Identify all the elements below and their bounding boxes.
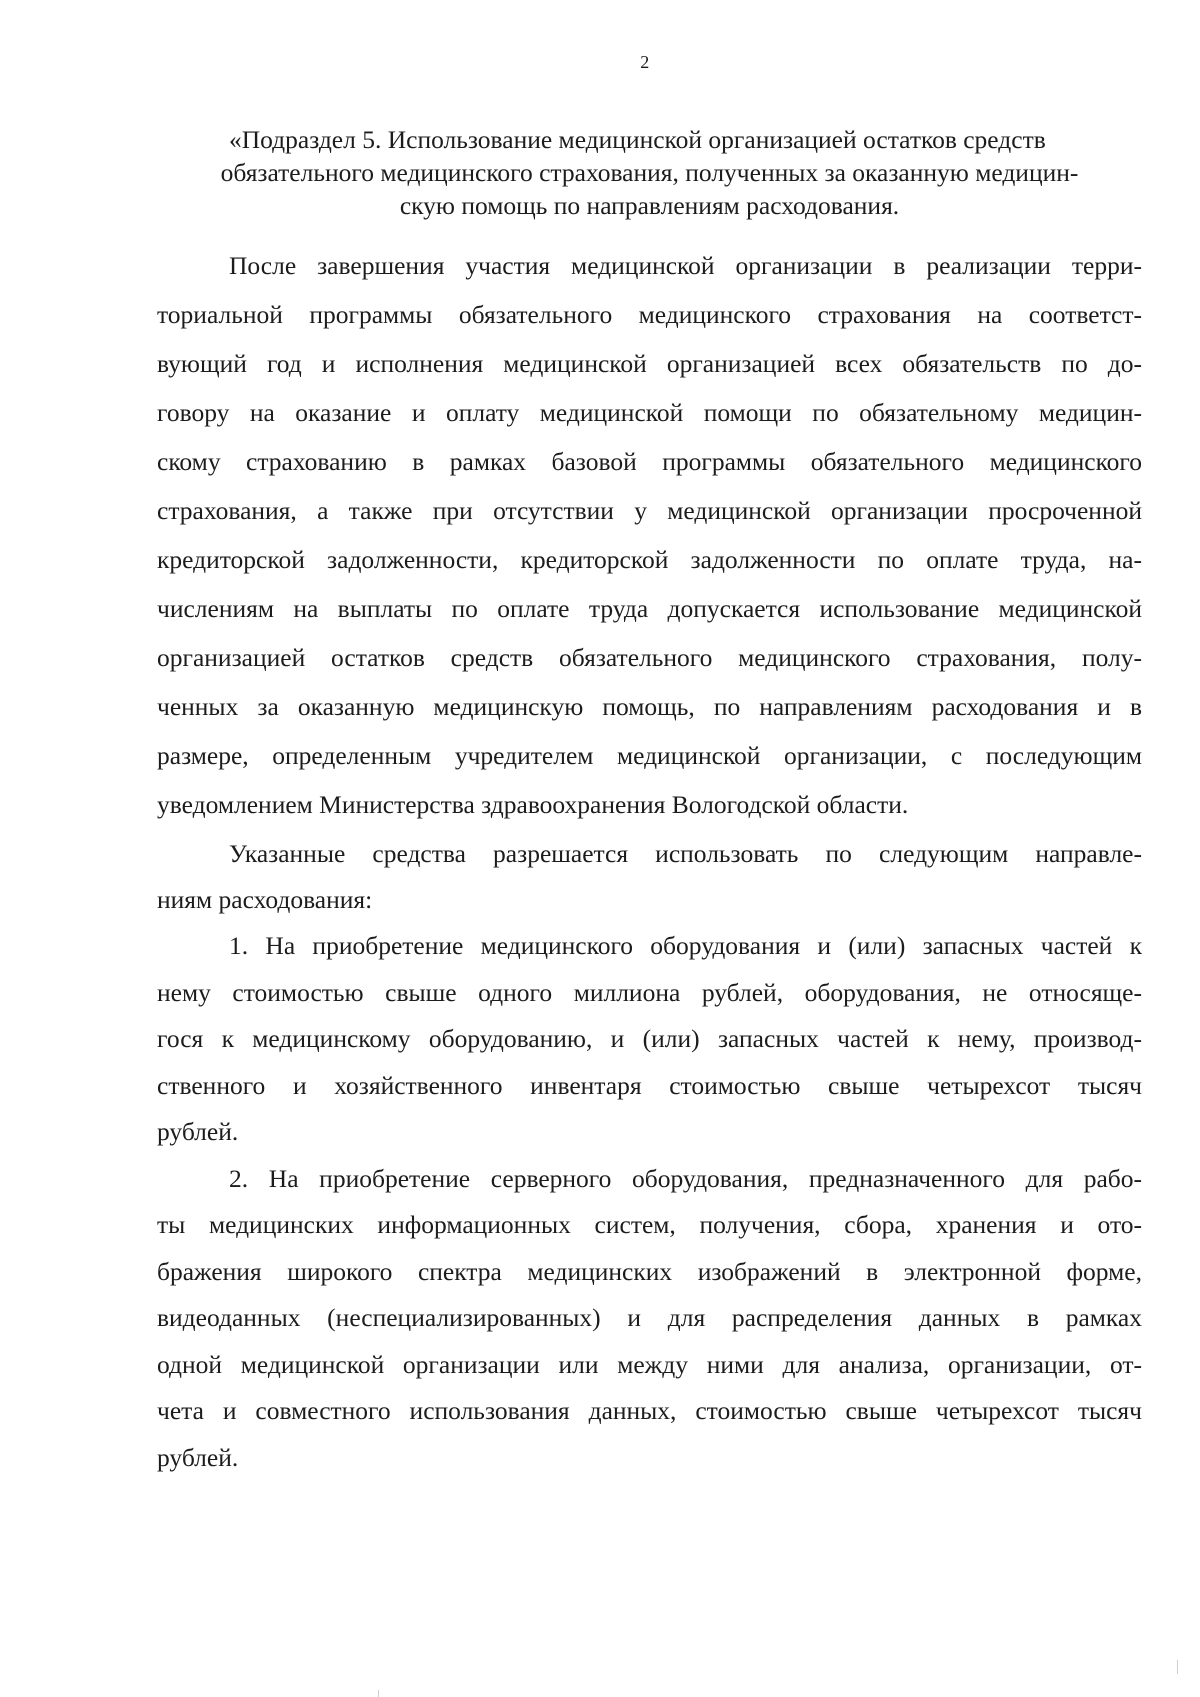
paragraph-line: 2. На приобретение серверного оборудования, предназначенного для рабо- xyxy=(229,1163,1142,1193)
paragraph-line: видеоданных (неспециализированных) и для распределения данных в рамках xyxy=(157,1303,1142,1332)
paragraph-item-1 xyxy=(157,933,1142,1166)
paragraph-line: ты медицинских информационных систем, получения, сбора, хранения и ото- xyxy=(157,1210,1142,1239)
paragraph-line: нему стоимостью свыше одного миллиона рублей, оборудования, не относяще- xyxy=(157,977,1142,1007)
scan-artifact-mark xyxy=(1177,1660,1178,1674)
scan-artifact-mark xyxy=(378,1690,379,1697)
paragraph-line: рублей. xyxy=(157,1442,239,1472)
paragraph-line: уведомлением Министерства здравоохранения Вологодской области. xyxy=(157,790,909,819)
paragraph-line: чета и совместного использования данных, стоимостью свыше четырехсот тысяч xyxy=(157,1396,1142,1425)
paragraph-line: рублей. xyxy=(157,1117,239,1146)
heading-line: «Подраздел 5. Использование медицинской организацией остатков средств xyxy=(229,125,1046,154)
paragraph-line: страхования, а также при отсутствии у медицинской организации просроченной xyxy=(157,496,1142,525)
paragraph-line: Указанные средства разрешается использовать по следующим направле- xyxy=(229,839,1142,868)
subsection-heading xyxy=(157,123,1142,222)
paragraph-line: 1. На приобретение медицинского оборудования и (или) запасных частей к xyxy=(229,931,1142,960)
paragraph-line: ственного и хозяйственного инвентаря стоимостью свыше четырехсот тысяч xyxy=(157,1070,1142,1100)
paragraph-conditions xyxy=(157,253,1142,841)
paragraph-line: бражения широкого спектра медицинских изображений в электронной форме, xyxy=(157,1256,1142,1286)
paragraph-line: ниям расходования: xyxy=(157,885,373,914)
paragraph-directions-intro xyxy=(157,841,1142,933)
heading-line: обязательного медицинского страхования, полученных за оказанную медицин- xyxy=(220,158,1079,187)
paragraph-line: организацией остатков средств обязательного медицинского страхования, полу- xyxy=(157,643,1142,672)
paragraph-line: одной медицинской организации или между ними для анализа, организации, от- xyxy=(157,1349,1142,1379)
paragraph-line: кредиторской задолженности, кредиторской задолженности по оплате труда, на- xyxy=(157,545,1142,574)
paragraph-item-2 xyxy=(157,1163,1142,1492)
paragraph-line: размере, определенным учредителем медицинской организации, с последующим xyxy=(157,741,1142,770)
paragraph-line: ченных за оказанную медицинскую помощь, по направлениям расходования и в xyxy=(157,692,1142,721)
paragraph-line: числениям на выплаты по оплате труда допускается использование медицинской xyxy=(157,594,1142,623)
heading-line: скую помощь по направлениям расходования. xyxy=(399,191,900,220)
paragraph-line: ториальной программы обязательного медицинского страхования на соответст- xyxy=(157,300,1142,329)
paragraph-line: После завершения участия медицинской организации в реализации терри- xyxy=(229,251,1142,280)
paragraph-line: говору на оказание и оплату медицинской помощи по обязательному медицин- xyxy=(157,398,1142,427)
paragraph-line: гося к медицинскому оборудованию, и (или) запасных частей к нему, производ- xyxy=(157,1024,1142,1053)
document-body xyxy=(157,253,1142,1491)
paragraph-line: скому страхованию в рамках базовой программы обязательного медицинского xyxy=(157,447,1142,476)
page-number: 2 xyxy=(640,52,650,72)
paragraph-line: вующий год и исполнения медицинской организацией всех обязательств по до- xyxy=(157,349,1142,378)
